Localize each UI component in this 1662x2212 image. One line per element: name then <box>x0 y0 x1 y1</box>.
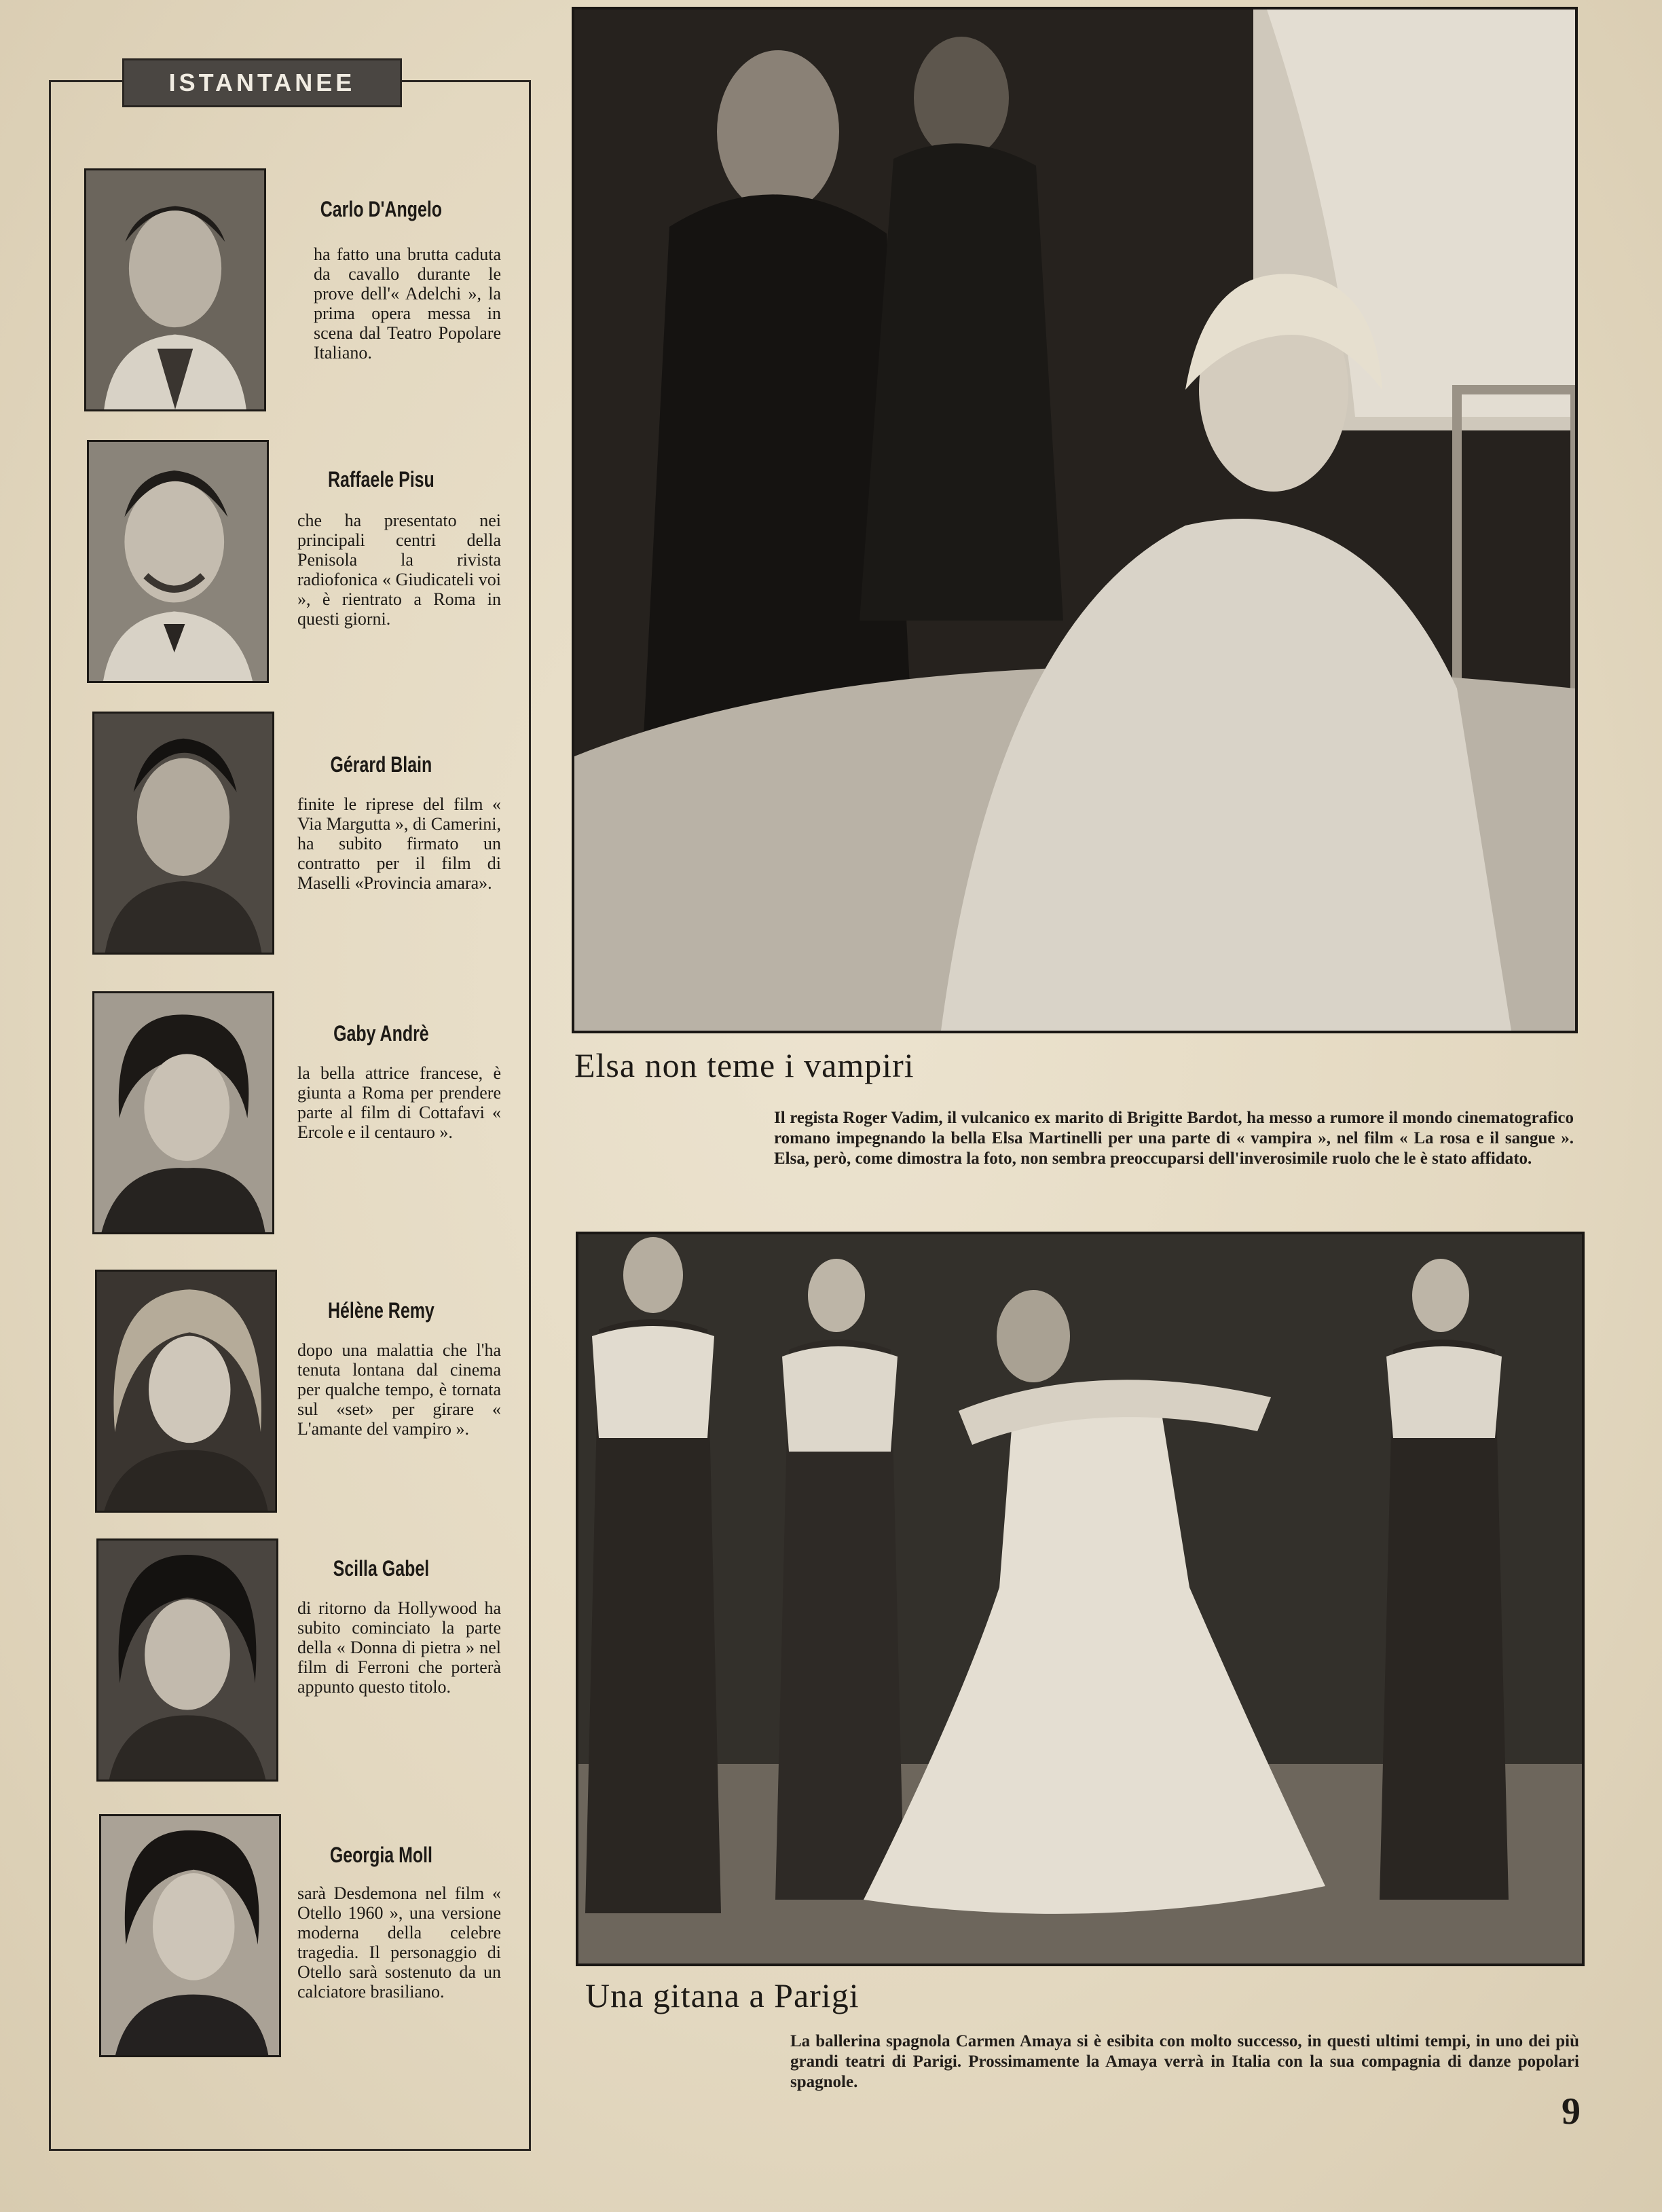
entry-name: Hélène Remy <box>328 1298 435 1323</box>
portrait-raffaele-pisu <box>87 440 269 683</box>
portrait-gerard-blain <box>92 712 274 955</box>
portrait-scilla-gabel <box>96 1538 278 1782</box>
entry-name: Carlo D'Angelo <box>320 197 443 221</box>
entry-text: che ha presentato nei principali centri della Penisola la rivista radiofonica « Giudicateli voi », è rientrato a Roma in questi giorni. <box>297 511 501 629</box>
entry-name: Scilla Gabel <box>333 1556 430 1581</box>
headline-gitana: Una gitana a Parigi <box>585 1976 860 2014</box>
entry-text: la bella attrice francese, è giunta a Roma per prendere parte al film di Cottafavi « Ercole e il centauro ». <box>297 1063 501 1142</box>
caption-gitana: La ballerina spagnola Carmen Amaya si è esibita con molto successo, in questi ultimi tempi, in uno dei più grandi teatri di Parigi. Prossimamente la Amaya verrà in Italia con la sua compagnia di danze popolari spagnole. <box>790 2032 1579 2091</box>
entry-text: finite le riprese del film « Via Margutta », di Camerini, ha subito firmato un contratto per il film di Maselli «Provincia amara». <box>297 794 501 893</box>
entry-text: di ritorno da Hollywood ha subito cominciato la parte della « Donna di pietra » nel film di Ferroni che porterà appunto questo titolo. <box>297 1598 501 1697</box>
entry-text: ha fatto una brutta caduta da cavallo durante le prove dell'« Adelchi », la prima opera messa in scena dal Teatro Popolare Italiano. <box>314 244 501 363</box>
portrait-georgia-moll <box>99 1814 281 2057</box>
section-title: ISTANTANEE <box>122 58 402 107</box>
entry-name: Gérard Blain <box>330 752 432 777</box>
photo-elsa-martinelli <box>572 7 1578 1033</box>
entry-name: Gaby Andrè <box>333 1021 429 1046</box>
entry-name: Georgia Moll <box>329 1843 432 1867</box>
entry-name: Raffaele Pisu <box>328 467 435 492</box>
portrait-helene-remy <box>95 1270 277 1513</box>
photo-carmen-amaya <box>576 1232 1585 1966</box>
caption-elsa: Il regista Roger Vadim, il vulcanico ex marito di Brigitte Bardot, ha messo a rumore il mondo cinematografico romano impegnando la bella Elsa Martinelli per una parte di « vampira », nel film « La rosa e il sangue ». Elsa, però, come dimostra la foto, non sembra preoccuparsi dell'inverosimile ruolo che le è stato affidato. <box>774 1109 1574 1168</box>
portrait-carlo-dangelo <box>84 168 266 411</box>
portrait-gaby-andre <box>92 991 274 1234</box>
entry-text: dopo una malattia che l'ha tenuta lontana dal cinema per qualche tempo, è tornata sul «set» per girare « L'amante del vampiro ». <box>297 1340 501 1439</box>
entry-text: sarà Desdemona nel film « Otello 1960 », una versione moderna della celebre tragedia. Il personaggio di Otello sarà sostenuto da un calciatore brasiliano. <box>297 1883 501 2002</box>
page-number: 9 <box>1562 2090 1581 2133</box>
headline-elsa: Elsa non teme i vampiri <box>574 1046 915 1084</box>
